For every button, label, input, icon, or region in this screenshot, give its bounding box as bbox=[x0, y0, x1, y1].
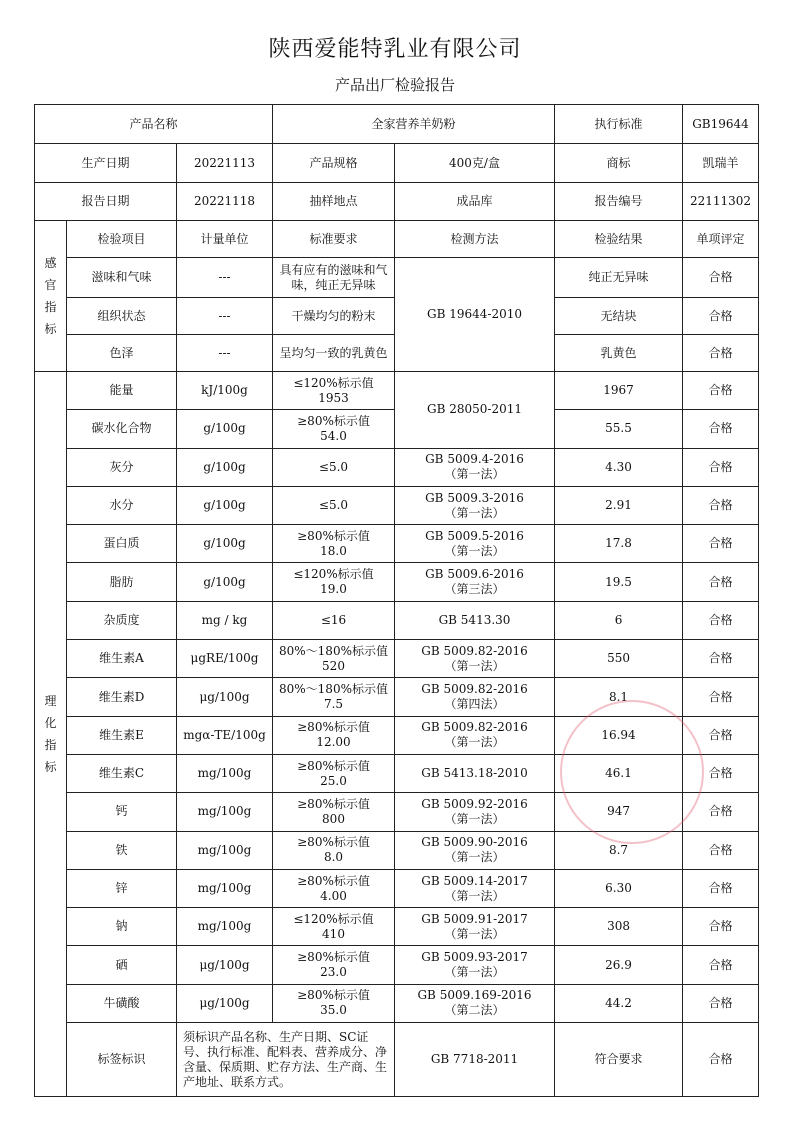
item-cell: 维生素E bbox=[67, 716, 177, 754]
table-row bbox=[35, 486, 759, 524]
cell-line: （第二法） bbox=[444, 1003, 505, 1018]
cell-line: 8.0 bbox=[323, 850, 344, 865]
cell-line: ≤120%标示值 bbox=[293, 375, 374, 390]
cell-line: 410 bbox=[322, 926, 345, 941]
cell-line: 4.00 bbox=[320, 888, 347, 903]
cell-line: GB 5009.82-2016 bbox=[421, 720, 528, 735]
unit-cell: mg / kg bbox=[177, 601, 273, 639]
req-cell bbox=[273, 831, 395, 869]
column-header: 标准要求 bbox=[273, 221, 395, 258]
method-cell bbox=[395, 908, 555, 946]
cell-line: （第一法） bbox=[444, 543, 505, 558]
table-row bbox=[35, 1023, 759, 1097]
cell-line: ≤5.0 bbox=[318, 459, 349, 474]
table-row bbox=[35, 144, 759, 183]
cell-line: 80%～180%标示值 bbox=[279, 682, 388, 697]
req-cell bbox=[273, 601, 395, 639]
eval-cell: 合格 bbox=[683, 716, 759, 754]
report-title: 产品出厂检验报告 bbox=[334, 76, 455, 94]
method-cell bbox=[395, 563, 555, 601]
inspection-table bbox=[34, 104, 759, 1097]
eval-cell: 合格 bbox=[683, 335, 759, 372]
result-cell: 符合要求 bbox=[555, 1023, 683, 1097]
table-row bbox=[35, 221, 759, 258]
cell-line: （第一法） bbox=[444, 735, 505, 750]
method-cell bbox=[395, 946, 555, 984]
req-cell bbox=[273, 984, 395, 1022]
label-cell: 生产日期 bbox=[35, 144, 177, 183]
cell-line: GB 5009.91-2017 bbox=[421, 911, 528, 926]
unit-cell: μg/100g bbox=[177, 678, 273, 716]
cell-line: （第一法） bbox=[444, 658, 505, 673]
item-cell: 色泽 bbox=[67, 335, 177, 372]
cell-line: 80%～180%标示值 bbox=[279, 643, 388, 658]
label-cell: 执行标准 bbox=[555, 105, 683, 144]
value-cell: 20221118 bbox=[177, 183, 273, 221]
result-cell: 947 bbox=[555, 793, 683, 831]
result-cell: 4.30 bbox=[555, 448, 683, 486]
cell-line: ≥80%标示值 bbox=[297, 835, 370, 850]
cell-line: GB 5009.93-2017 bbox=[421, 950, 528, 965]
item-cell: 滋味和气味 bbox=[67, 258, 177, 298]
method-cell bbox=[395, 601, 555, 639]
req-cell bbox=[273, 869, 395, 907]
eval-cell: 合格 bbox=[683, 563, 759, 601]
cell-line: ≤5.0 bbox=[318, 498, 349, 513]
table-row bbox=[35, 563, 759, 601]
method-cell bbox=[395, 448, 555, 486]
cell-line: ≤120%标示值 bbox=[293, 567, 374, 582]
table-row bbox=[35, 448, 759, 486]
seal-stamp bbox=[560, 700, 704, 844]
cell-line: GB 5009.4-2016 bbox=[425, 452, 524, 467]
item-cell: 灰分 bbox=[67, 448, 177, 486]
unit-cell: --- bbox=[177, 298, 273, 335]
unit-cell: --- bbox=[177, 335, 273, 372]
eval-cell: 合格 bbox=[683, 525, 759, 563]
cell-line: ≥80%标示值 bbox=[297, 528, 370, 543]
item-cell: 钙 bbox=[67, 793, 177, 831]
item-cell: 碳水化合物 bbox=[67, 410, 177, 448]
method-cell: GB 19644-2010 bbox=[395, 258, 555, 372]
value-cell: 凯瑞羊 bbox=[683, 144, 759, 183]
cell-line: （第四法） bbox=[444, 697, 505, 712]
cell-line: ≥80%标示值 bbox=[297, 413, 370, 428]
eval-cell: 合格 bbox=[683, 754, 759, 792]
unit-cell: --- bbox=[177, 258, 273, 298]
value-cell: 全家营养羊奶粉 bbox=[273, 105, 555, 144]
unit-cell: kJ/100g bbox=[177, 372, 273, 410]
unit-cell: g/100g bbox=[177, 563, 273, 601]
method-cell bbox=[395, 754, 555, 792]
item-cell: 标签标识 bbox=[67, 1023, 177, 1097]
req-cell bbox=[273, 678, 395, 716]
item-cell: 杂质度 bbox=[67, 601, 177, 639]
eval-cell: 合格 bbox=[683, 258, 759, 298]
req-cell bbox=[273, 640, 395, 678]
req-cell bbox=[273, 754, 395, 792]
req-cell: 具有应有的滋味和气味，纯正无异味 bbox=[273, 258, 395, 298]
unit-cell: mg/100g bbox=[177, 754, 273, 792]
method-cell bbox=[395, 486, 555, 524]
group-sensory: 感官指标 bbox=[35, 221, 67, 372]
label-cell: 商标 bbox=[555, 144, 683, 183]
cell-line: ≥80%标示值 bbox=[297, 796, 370, 811]
req-cell bbox=[273, 410, 395, 448]
cell-line: （第三法） bbox=[444, 582, 505, 597]
cell-line: GB 5413.18-2010 bbox=[421, 766, 528, 781]
cell-line: 19.0 bbox=[320, 582, 347, 597]
result-cell: 无结块 bbox=[555, 298, 683, 335]
unit-cell: mg/100g bbox=[177, 831, 273, 869]
cell-line: GB 5009.5-2016 bbox=[425, 528, 524, 543]
result-cell: 6.30 bbox=[555, 869, 683, 907]
result-cell: 17.8 bbox=[555, 525, 683, 563]
req-cell: 须标识产品名称、生产日期、SC证号、执行标准、配料表、营养成分、净含量、保质期、贮存方法、生产商、生产地址、联系方式。 bbox=[177, 1023, 395, 1097]
table-row bbox=[35, 372, 759, 410]
item-cell: 能量 bbox=[67, 372, 177, 410]
column-header: 单项评定 bbox=[683, 221, 759, 258]
table-row bbox=[35, 105, 759, 144]
req-cell bbox=[273, 716, 395, 754]
column-header: 检验结果 bbox=[555, 221, 683, 258]
cell-line: （第一法） bbox=[444, 965, 505, 980]
eval-cell: 合格 bbox=[683, 486, 759, 524]
result-cell: 44.2 bbox=[555, 984, 683, 1022]
table-row bbox=[35, 946, 759, 984]
unit-cell: μg/100g bbox=[177, 946, 273, 984]
result-cell: 8.7 bbox=[555, 831, 683, 869]
eval-cell: 合格 bbox=[683, 298, 759, 335]
cell-line: GB 5009.92-2016 bbox=[421, 796, 528, 811]
cell-line: ≤120%标示值 bbox=[293, 911, 374, 926]
cell-line: ≤16 bbox=[320, 612, 347, 627]
result-cell: 46.1 bbox=[555, 754, 683, 792]
eval-cell: 合格 bbox=[683, 1023, 759, 1097]
method-cell bbox=[395, 793, 555, 831]
eval-cell: 合格 bbox=[683, 984, 759, 1022]
result-cell: 6 bbox=[555, 601, 683, 639]
method-cell bbox=[395, 678, 555, 716]
unit-cell: mg/100g bbox=[177, 793, 273, 831]
label-cell: 产品规格 bbox=[273, 144, 395, 183]
result-cell: 26.9 bbox=[555, 946, 683, 984]
req-cell bbox=[273, 448, 395, 486]
req-cell: 呈均匀一致的乳黄色 bbox=[273, 335, 395, 372]
label-cell: 报告编号 bbox=[555, 183, 683, 221]
cell-line: GB 5009.3-2016 bbox=[425, 490, 524, 505]
label-cell: 抽样地点 bbox=[273, 183, 395, 221]
method-cell bbox=[395, 831, 555, 869]
table-row bbox=[35, 640, 759, 678]
req-cell bbox=[273, 563, 395, 601]
req-cell bbox=[273, 525, 395, 563]
value-cell: 400克/盒 bbox=[395, 144, 555, 183]
unit-cell: μg/100g bbox=[177, 984, 273, 1022]
value-cell: 成品库 bbox=[395, 183, 555, 221]
column-header: 计量单位 bbox=[177, 221, 273, 258]
unit-cell: g/100g bbox=[177, 410, 273, 448]
cell-line: （第一法） bbox=[444, 850, 505, 865]
method-cell bbox=[395, 716, 555, 754]
result-cell: 2.91 bbox=[555, 486, 683, 524]
item-cell: 维生素D bbox=[67, 678, 177, 716]
item-cell: 水分 bbox=[67, 486, 177, 524]
value-cell: 22111302 bbox=[683, 183, 759, 221]
cell-line: GB 5009.6-2016 bbox=[425, 567, 524, 582]
cell-line: GB 5009.14-2017 bbox=[421, 873, 528, 888]
eval-cell: 合格 bbox=[683, 372, 759, 410]
req-cell bbox=[273, 793, 395, 831]
value-cell: 20221113 bbox=[177, 144, 273, 183]
cell-line: GB 5009.169-2016 bbox=[417, 988, 532, 1003]
result-cell: 550 bbox=[555, 640, 683, 678]
item-cell: 组织状态 bbox=[67, 298, 177, 335]
label-cell: 产品名称 bbox=[35, 105, 273, 144]
cell-line: 23.0 bbox=[320, 965, 347, 980]
table-row bbox=[35, 601, 759, 639]
cell-line: GB 5009.82-2016 bbox=[421, 682, 528, 697]
value-cell: GB19644 bbox=[683, 105, 759, 144]
table-row bbox=[35, 183, 759, 221]
eval-cell: 合格 bbox=[683, 678, 759, 716]
result-cell: 55.5 bbox=[555, 410, 683, 448]
method-cell: GB 7718-2011 bbox=[395, 1023, 555, 1097]
req-cell bbox=[273, 486, 395, 524]
result-cell: 乳黄色 bbox=[555, 335, 683, 372]
result-cell: 308 bbox=[555, 908, 683, 946]
table-row bbox=[35, 525, 759, 563]
label-cell: 报告日期 bbox=[35, 183, 177, 221]
method-cell bbox=[395, 640, 555, 678]
cell-line: 54.0 bbox=[320, 428, 347, 443]
unit-cell: mg/100g bbox=[177, 869, 273, 907]
item-cell: 硒 bbox=[67, 946, 177, 984]
column-header: 检测方法 bbox=[395, 221, 555, 258]
table-row bbox=[35, 869, 759, 907]
cell-line: （第一法） bbox=[444, 505, 505, 520]
item-cell: 钠 bbox=[67, 908, 177, 946]
cell-line: GB 5009.82-2016 bbox=[421, 643, 528, 658]
eval-cell: 合格 bbox=[683, 793, 759, 831]
unit-cell: g/100g bbox=[177, 525, 273, 563]
req-cell bbox=[273, 946, 395, 984]
eval-cell: 合格 bbox=[683, 640, 759, 678]
eval-cell: 合格 bbox=[683, 410, 759, 448]
cell-line: ≥80%标示值 bbox=[297, 988, 370, 1003]
result-cell: 1967 bbox=[555, 372, 683, 410]
cell-line: 800 bbox=[322, 811, 345, 826]
eval-cell: 合格 bbox=[683, 908, 759, 946]
cell-line: ≥80%标示值 bbox=[297, 720, 370, 735]
unit-cell: g/100g bbox=[177, 448, 273, 486]
table-row bbox=[35, 258, 759, 298]
cell-line: ≥80%标示值 bbox=[297, 950, 370, 965]
eval-cell: 合格 bbox=[683, 601, 759, 639]
unit-cell: μgRE/100g bbox=[177, 640, 273, 678]
cell-line: ≥80%标示值 bbox=[297, 873, 370, 888]
cell-line: 18.0 bbox=[320, 543, 347, 558]
req-cell bbox=[273, 372, 395, 410]
table-row bbox=[35, 908, 759, 946]
eval-cell: 合格 bbox=[683, 869, 759, 907]
cell-line: GB 5009.90-2016 bbox=[421, 835, 528, 850]
item-cell: 铁 bbox=[67, 831, 177, 869]
result-cell: 16.94 bbox=[555, 716, 683, 754]
cell-line: （第一法） bbox=[444, 888, 505, 903]
req-cell: 干燥均匀的粉末 bbox=[273, 298, 395, 335]
item-cell: 维生素C bbox=[67, 754, 177, 792]
cell-line: 1953 bbox=[318, 390, 349, 405]
unit-cell: mgα-TE/100g bbox=[177, 716, 273, 754]
unit-cell: g/100g bbox=[177, 486, 273, 524]
result-cell: 纯正无异味 bbox=[555, 258, 683, 298]
cell-line: （第一法） bbox=[444, 811, 505, 826]
method-cell bbox=[395, 525, 555, 563]
item-cell: 牛磺酸 bbox=[67, 984, 177, 1022]
cell-line: GB 5413.30 bbox=[438, 612, 511, 627]
item-cell: 锌 bbox=[67, 869, 177, 907]
eval-cell: 合格 bbox=[683, 448, 759, 486]
cell-line: 35.0 bbox=[320, 1003, 347, 1018]
req-cell bbox=[273, 908, 395, 946]
eval-cell: 合格 bbox=[683, 946, 759, 984]
result-cell: 8.1 bbox=[555, 678, 683, 716]
item-cell: 维生素A bbox=[67, 640, 177, 678]
item-cell: 脂肪 bbox=[67, 563, 177, 601]
item-cell: 蛋白质 bbox=[67, 525, 177, 563]
eval-cell: 合格 bbox=[683, 831, 759, 869]
cell-line: （第一法） bbox=[444, 926, 505, 941]
group-physchem: 理化指标 bbox=[35, 372, 67, 1097]
company-name: 陕西爱能特乳业有限公司 bbox=[268, 37, 522, 62]
method-cell bbox=[395, 984, 555, 1022]
table-row bbox=[35, 984, 759, 1022]
unit-cell: mg/100g bbox=[177, 908, 273, 946]
cell-line: ≥80%标示值 bbox=[297, 758, 370, 773]
cell-line: 520 bbox=[322, 658, 345, 673]
cell-line: （第一法） bbox=[444, 467, 505, 482]
method-cell: GB 28050-2011 bbox=[395, 372, 555, 449]
result-cell: 19.5 bbox=[555, 563, 683, 601]
column-header: 检验项目 bbox=[67, 221, 177, 258]
cell-line: 12.00 bbox=[316, 735, 351, 750]
cell-line: 25.0 bbox=[320, 773, 347, 788]
cell-line: 7.5 bbox=[323, 697, 344, 712]
method-cell bbox=[395, 869, 555, 907]
